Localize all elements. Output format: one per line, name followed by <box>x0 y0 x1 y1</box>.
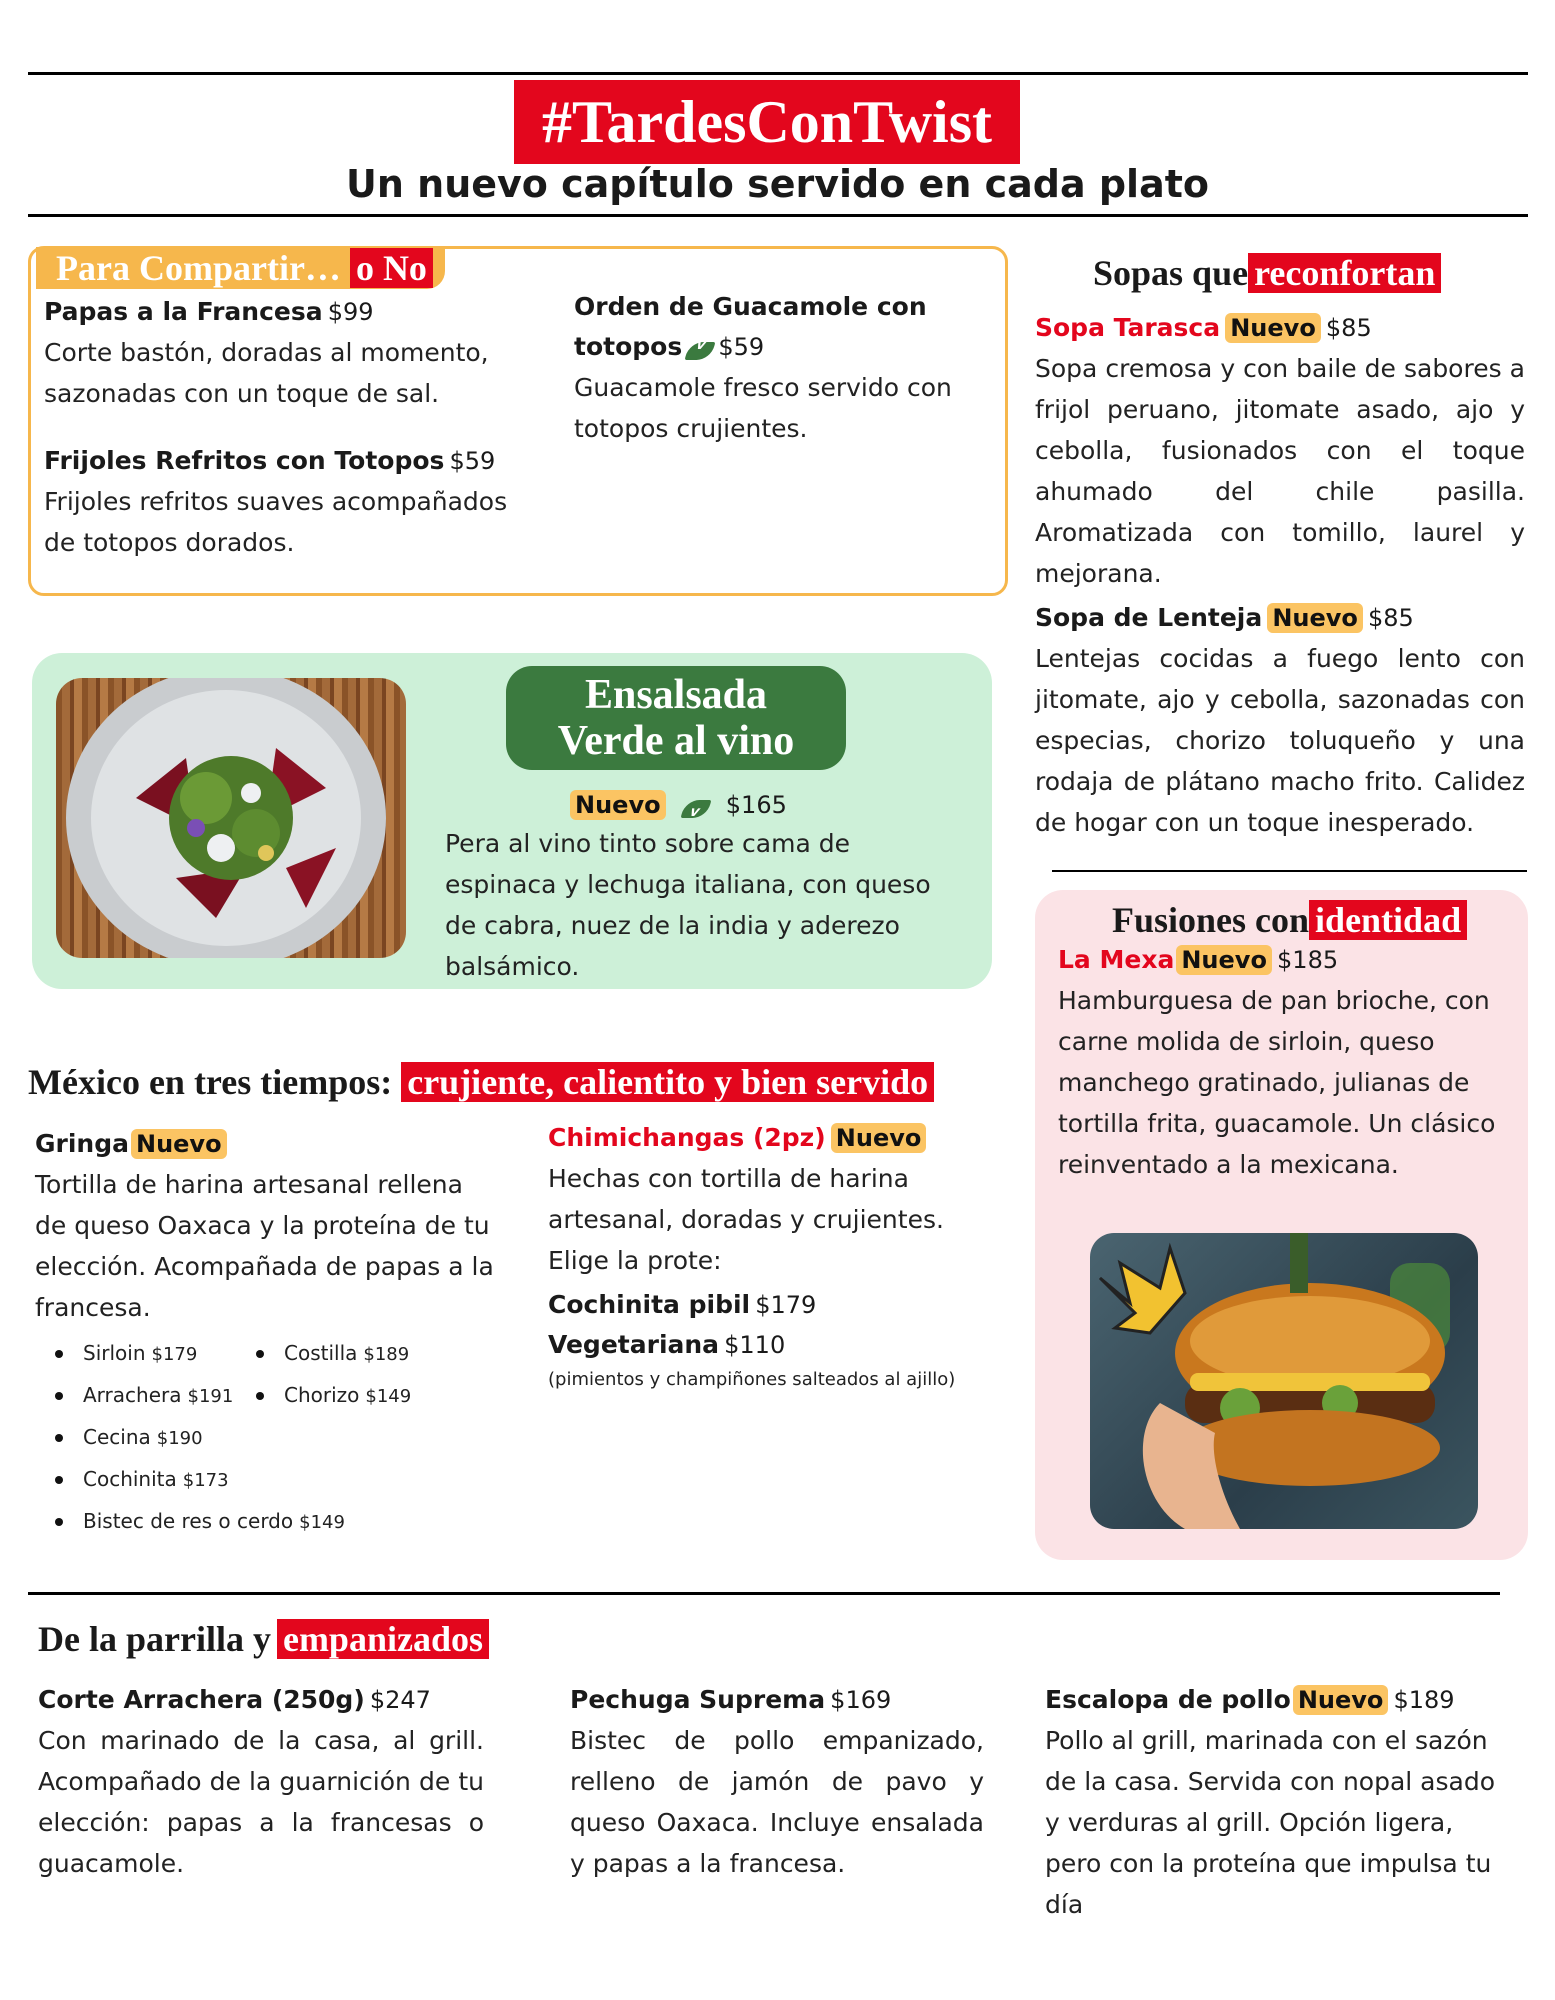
hashtag-title: #TardesConTwist <box>514 80 1020 164</box>
item-price: $59 <box>718 333 765 361</box>
gringa-options-right <box>236 1333 456 1417</box>
item-desc: Guacamole fresco servido con totopos crujientes. <box>574 373 952 443</box>
option-price: $110 <box>724 1331 786 1359</box>
item-name: La Mexa <box>1058 945 1175 974</box>
mexico-title-b: crujiente, calientito y bien servido <box>401 1062 934 1102</box>
item-price: $189 <box>1393 1686 1455 1714</box>
option-item: Chorizo $149 <box>236 1375 456 1417</box>
salad-photo <box>56 678 406 958</box>
item-price: $99 <box>327 298 374 326</box>
vegetarian-leaf-icon <box>685 342 716 360</box>
item-name: Frijoles Refritos con Totopos <box>44 446 445 475</box>
option-item: Bistec de res o cerdo $149 <box>35 1501 255 1543</box>
sopas-title-a: Sopas que <box>1093 253 1249 293</box>
nuevo-badge: Nuevo <box>1267 603 1363 633</box>
ensalada-desc: Pera al vino tinto sobre cama de espinaca y lechuga italiana, con queso de cabra, nuez de la india y aderezo balsámico. <box>445 829 931 981</box>
item-name-line1: Orden de Guacamole con <box>574 292 927 321</box>
fusiones-item <box>1058 940 1498 1185</box>
item-name: Papas a la Francesa <box>44 297 323 326</box>
option-item: Cecina $190 <box>35 1417 255 1459</box>
option-name: Cochinita pibil <box>548 1290 751 1319</box>
item-name: Escalopa de pollo <box>1045 1685 1291 1714</box>
page-subtitle: Un nuevo capítulo servido en cada plato <box>346 162 1209 206</box>
burger-icon <box>1090 1233 1478 1529</box>
item-desc: Con marinado de la casa, al grill. Acompañado de la guarnición de tu elección: papas a la francesas o guacamole. <box>38 1726 484 1878</box>
option-note: (pimientos y champiñones salteados al ajillo) <box>548 1369 956 1390</box>
parrilla-title-b: empanizados <box>277 1619 489 1659</box>
sopas-title <box>1093 251 1441 295</box>
item-name: Corte Arrachera (250g) <box>38 1685 365 1714</box>
item-name: Sopa de Lenteja <box>1035 603 1263 632</box>
item-name-line2: totopos <box>574 332 683 361</box>
item-price: $185 <box>1277 946 1339 974</box>
parrilla-item-arrachera <box>38 1680 484 1884</box>
item-desc: Pollo al grill, marinada con el sazón de la casa. Servida con nopal asado y verduras al grill. Opción ligera, pero con la proteína que impulsa tu día <box>1045 1726 1495 1919</box>
item-desc: Lentejas cocidas a fuego lento con jitomate, ajo y cebolla, sazonadas con especias, chorizo toluqueño y una rodaja de plátano macho frito. Calidez de hogar con un toque inesperado. <box>1035 644 1525 837</box>
item-price: $85 <box>1325 314 1372 342</box>
option-item: Cochinita $173 <box>35 1459 255 1501</box>
salad-plate-icon <box>56 678 406 958</box>
sopas-divider <box>1052 870 1527 872</box>
compartir-title-a: Para Compartir… <box>56 248 341 288</box>
item-desc: Hechas con tortilla de harina artesanal, doradas y crujientes. Elige la prote: <box>548 1164 944 1275</box>
parrilla-item-escalopa <box>1045 1680 1515 1925</box>
top-rule <box>28 72 1528 75</box>
compartir-title-b: o No <box>350 248 433 288</box>
gringa-item <box>35 1124 495 1328</box>
item-name: Chimichangas (2pz) <box>548 1123 826 1152</box>
nuevo-badge: Nuevo <box>831 1123 927 1153</box>
option-price: $179 <box>755 1291 817 1319</box>
fusiones-title-b: identidad <box>1309 900 1467 940</box>
sopa-tarasca <box>1035 308 1525 594</box>
item-name: Sopa Tarasca <box>1035 313 1221 342</box>
compartir-item-frijoles <box>44 441 514 563</box>
sopas-title-b: reconfortan <box>1248 253 1441 293</box>
parrilla-rule <box>28 1592 1500 1595</box>
gringa-options-left <box>35 1333 345 1543</box>
ensalada-title-line2: Verde al vino <box>557 718 795 764</box>
mexico-title-a: México en tres tiempos: <box>28 1062 393 1102</box>
option-item: Arrachera $191 <box>35 1375 255 1417</box>
nuevo-badge: Nuevo <box>1225 313 1321 343</box>
item-price: $169 <box>830 1686 892 1714</box>
item-price: $85 <box>1368 604 1414 632</box>
fusiones-title <box>1112 898 1467 942</box>
item-desc: Tortilla de harina artesanal rellena de queso Oaxaca y la proteína de tu elección. Acompañada de papas a la francesa. <box>35 1170 494 1322</box>
option-item: Sirloin $179 <box>35 1333 255 1375</box>
mexico-title <box>28 1060 934 1104</box>
nuevo-badge: Nuevo <box>1176 945 1272 975</box>
item-desc: Bistec de pollo empanizado, relleno de jamón de pavo y queso Oaxaca. Incluye ensalada y papas a la francesa. <box>570 1726 984 1878</box>
item-price: $59 <box>449 447 496 475</box>
header-rule <box>28 214 1528 217</box>
nuevo-badge: Nuevo <box>1293 1685 1389 1715</box>
item-desc: Corte bastón, doradas al momento, sazonadas con un toque de sal. <box>44 338 489 408</box>
chimichangas-item <box>548 1118 1008 1395</box>
sopa-lenteja <box>1035 598 1525 843</box>
parrilla-item-pechuga <box>570 1680 984 1884</box>
option-item: Costilla $189 <box>236 1333 456 1375</box>
compartir-item-guacamole <box>574 287 994 449</box>
item-desc: Sopa cremosa y con baile de sabores a frijol peruano, jitomate asado, ajo y cebolla, fusionados con el toque ahumado del chile pasilla. Aromatizada con tomillo, laurel y mejorana. <box>1035 354 1525 588</box>
vegetarian-leaf-icon <box>680 800 711 818</box>
item-price: $247 <box>369 1686 431 1714</box>
item-name: Gringa <box>35 1129 129 1158</box>
option-name: Vegetariana <box>548 1330 720 1359</box>
item-desc: Frijoles refritos suaves acompañados de totopos dorados. <box>44 487 508 557</box>
parrilla-title <box>38 1617 489 1661</box>
compartir-title <box>36 247 445 289</box>
parrilla-title-a: De la parrilla y <box>38 1619 271 1659</box>
item-name: Pechuga Suprema <box>570 1685 826 1714</box>
ensalada-title-badge <box>506 666 846 770</box>
ensalada-title-line1: Ensalsada <box>584 672 768 718</box>
fusiones-title-a: Fusiones con <box>1112 900 1310 940</box>
nuevo-badge: Nuevo <box>131 1129 227 1159</box>
nuevo-badge: Nuevo <box>570 790 666 820</box>
burger-photo <box>1090 1233 1478 1529</box>
ensalada-price: $165 <box>725 791 787 819</box>
compartir-item-papas <box>44 292 514 414</box>
ensalada-meta <box>570 788 870 825</box>
item-desc: Hamburguesa de pan brioche, con carne molida de sirloin, queso manchego gratinado, julianas de tortilla frita, guacamole. Un clásico reinventado a la mexicana. <box>1058 986 1496 1179</box>
